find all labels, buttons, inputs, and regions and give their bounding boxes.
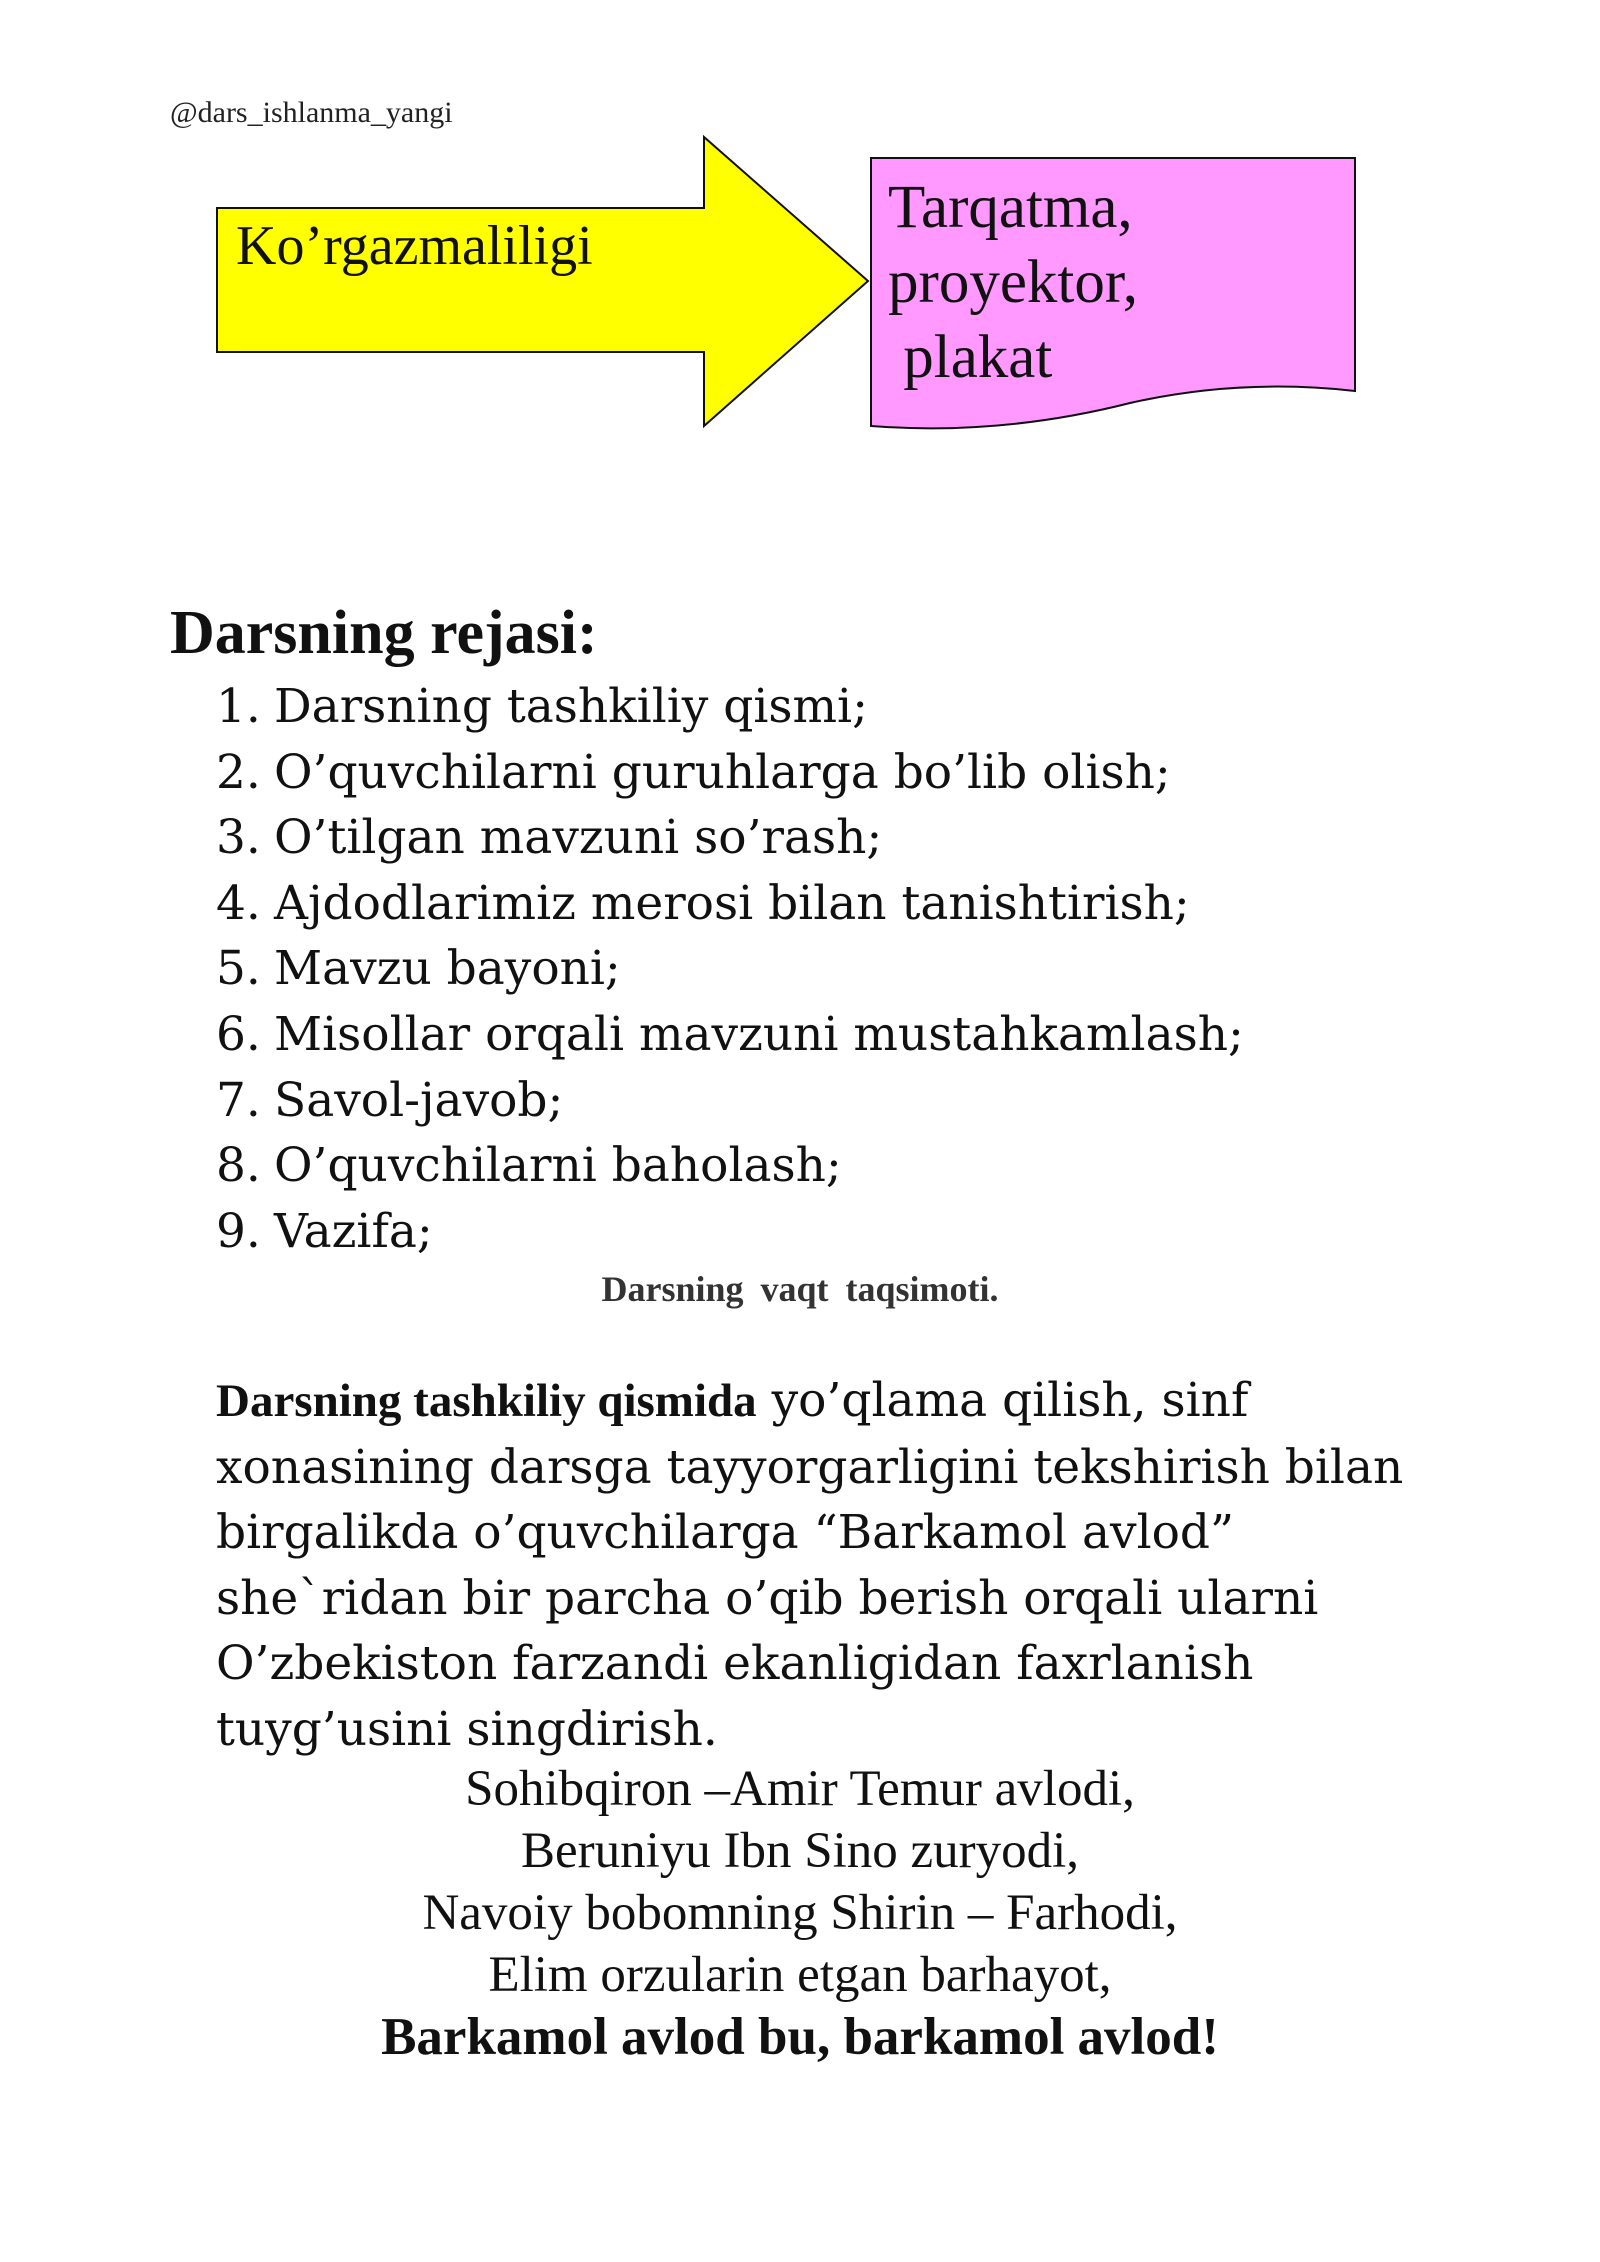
list-item — [216, 1002, 1244, 1068]
list-item — [216, 1199, 1244, 1265]
note-text — [888, 170, 1138, 395]
poem-line: Navoiy bobomning Shirin – Farhodi, — [422, 1885, 1178, 1941]
paragraph — [216, 1368, 1476, 1762]
paragraph-body: yo’qlama qilish, sinf xonasining darsga tayyorgarligini tekshirish bilan birgalikda o’quvchilarga “Barkamol avlod” she`ridan bir parcha o’qib berish orqali ularni O’zbekiston farzandi ekanligidan faxrlanish tuyg’usini singdirish. — [216, 1373, 1404, 1757]
poem-line: Beruniyu Ibn Sino zuryodi, — [520, 1823, 1080, 1879]
item-text: Darsning tashkiliy qismi; — [274, 679, 868, 734]
arrow-shape — [217, 137, 868, 426]
plan-list — [216, 674, 1244, 1264]
note-line: proyektor, — [888, 249, 1138, 316]
note-line: Tarqatma, — [888, 174, 1133, 241]
item-number: 1. — [216, 679, 261, 734]
item-text: Mavzu bayoni; — [274, 941, 621, 997]
list-item — [216, 740, 1244, 806]
item-text: O’quvchilarni baholash; — [274, 1138, 842, 1194]
list-item — [216, 805, 1244, 871]
item-text: Savol-javob; — [274, 1072, 564, 1128]
paragraph-bold-lead: Darsning tashkiliy qismida — [216, 1375, 757, 1427]
arrow-label: Ko’rgazmaliligi — [236, 215, 593, 277]
list-item — [216, 674, 1244, 740]
item-text: O’quvchilarni guruhlarga bo’lib olish; — [274, 744, 1171, 800]
item-number: 7. — [216, 1072, 261, 1128]
item-number: 8. — [216, 1138, 261, 1194]
poem-line: Elim orzularin etgan barhayot, — [488, 1947, 1112, 2003]
item-text: Vazifa; — [274, 1203, 433, 1259]
poem-line: Sohibqiron –Amir Temur avlodi, — [465, 1761, 1135, 1817]
poem — [0, 1758, 1600, 2068]
item-number: 6. — [216, 1006, 261, 1062]
item-text: Ajdodlarimiz merosi bilan tanishtirish; — [274, 875, 1190, 931]
item-text: O’tilgan mavzuni so’rash; — [274, 810, 883, 866]
list-item — [216, 936, 1244, 1002]
time-distribution-title: Darsning vaqt taqsimoti. — [601, 1269, 999, 1309]
item-text: Misollar orqali mavzuni mustahkamlash; — [274, 1006, 1244, 1062]
watermark: @dars_ishlanma_yangi — [170, 96, 453, 129]
plan-heading: Darsning rejasi: — [170, 599, 598, 667]
item-number: 4. — [216, 875, 261, 931]
list-item — [216, 1068, 1244, 1134]
item-number: 2. — [216, 744, 261, 800]
list-item — [216, 1133, 1244, 1199]
item-number: 5. — [216, 941, 261, 997]
item-number: 3. — [216, 810, 261, 866]
list-item — [216, 871, 1244, 937]
item-number: 9. — [216, 1203, 261, 1259]
poem-final-line: Barkamol avlod bu, barkamol avlod! — [381, 2008, 1219, 2066]
note-line: plakat — [888, 324, 1053, 391]
